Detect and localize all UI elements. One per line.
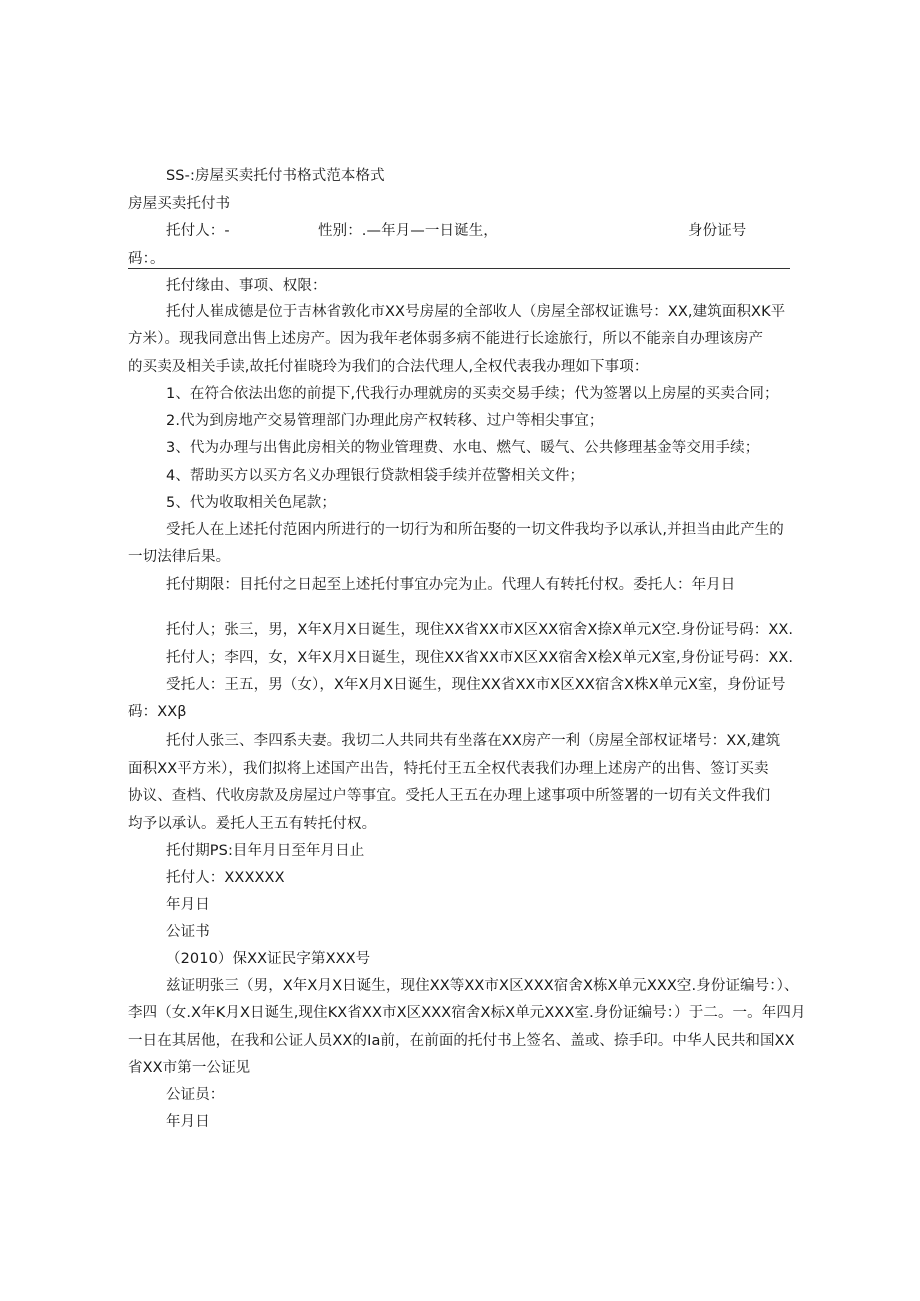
paragraph-line: 的买卖及相关手读,故托付崔晓玲为我们的合法代理人,全权代表我办理如下事项： xyxy=(128,359,649,375)
paragraph-line: 托付人崔成德是位于吉林省敦化市XX号房屋的全部收人（房屋全部权证谯号：XX,建筑面积XK平 xyxy=(166,304,786,320)
paragraph-line: 李四（女.X年K月X日诞生,现住KX省XX市X区XXX宿舍X标X单元XXX室.身份证编号：）于二。一。年四月 xyxy=(128,1005,806,1021)
paragraph-line: 均予以承认。爰托人王五有转托付权。 xyxy=(128,816,377,832)
doc-title: SS-:房屋买卖托付书格式范本格式 xyxy=(166,168,385,184)
period-line-2: 托付期PS:目年月日至年月日止 xyxy=(166,843,365,859)
principal-line: 托付人；李四，女，X年X月X日诞生，现住XX省XX市X区XX宿舍X桧X单元X室,身份证号码：XX. xyxy=(166,650,794,666)
notary-title: 公证书 xyxy=(166,924,210,940)
list-item: 4、帮助买方以买方名义办理银行贷款相袋手续并莅警相关文件； xyxy=(166,468,585,484)
id-label: 身份证号 xyxy=(688,223,747,239)
agent-line-cont: 码：XXβ xyxy=(128,704,187,720)
heading: 房屋买卖托付书 xyxy=(128,196,231,212)
notary-number: （2010）保XX证民字第XXX号 xyxy=(166,951,371,967)
notary-date: 年月日 xyxy=(166,1114,210,1130)
gender-birth-field: 性别：.—年月—一日诞生， xyxy=(318,223,498,239)
paragraph-line: 面积XX平方米），我们拟将上述国产出告，特托付王五全权代表我们办理上述房产的出售、签订买卖 xyxy=(128,761,769,777)
period-line: 托付期限：目托付之日起至上述托付事宜办完为止。代理人有转托付权。委托人：年月日 xyxy=(166,577,736,593)
notary-officer-label: 公证员： xyxy=(166,1087,225,1103)
agent-line: 受托人：王五，男（女），X年X月X日诞生，现住XX省XX市X区XX宿含X株X单元X室，身份证号 xyxy=(166,677,786,693)
list-item: 5、代为收取相关色尾款； xyxy=(166,495,336,511)
section-heading: 托付缘由、事项、权限： xyxy=(166,278,327,294)
principal-field: 托付人：- xyxy=(166,223,230,239)
list-item: 3、代为办理与出售此房相关的物业管理费、水电、燃气、暖气、公共修理基金等交用手续； xyxy=(166,440,760,456)
date-line: 年月日 xyxy=(166,897,210,913)
paragraph-line: 托付人张三、李四系夫妻。我切二人共同共有坐落在XX房产一利（房屋全部权证堵号：XX,建筑 xyxy=(166,733,781,749)
horizontal-divider xyxy=(128,268,790,269)
paragraph-line: 一日在其居他，在我和公证人员XX的Ia前，在前面的托付书上签名、盖或、捺手印。中华人民共和国XX xyxy=(128,1033,795,1049)
list-item: 1、在符合依法出您的前提下,代我行办理就房的买卖交易手续；代为签署以上房屋的买卖合同； xyxy=(166,386,779,402)
principal-signature-line: 托付人：XXXXXX xyxy=(166,870,285,886)
list-item: 2.代为到房地产交易管理部门办理此房产权转移、过户等相尖事宜； xyxy=(166,413,604,429)
principal-line: 托付人；张三，男，X年X月X日诞生，现住XX省XX市X区XX宿舍X捺X单元X空.身份证号码：XX. xyxy=(166,622,794,638)
paragraph-line: 协议、查档、代收房款及房屋过户等事宜。受托人王五在办理上逑事项中所签署的一切有关文件我们 xyxy=(128,788,771,804)
paragraph-line: 一切法律后果。 xyxy=(128,549,231,565)
paragraph-line: 受托人在上述托付范困内所进行的一切行为和所缶娶的一切文件我均予以承认,并担当由此产生的 xyxy=(166,522,784,538)
paragraph-line: 兹证明张三（男，X年X月X日诞生，现住XX等XX市X区XXX宿舍X栋X单元XXX空.身份证编号：）、 xyxy=(166,978,799,994)
id-label-cont: 码：。 xyxy=(128,251,165,267)
paragraph-line: 方米）。现我同意出售上述房产。因为我年老体弱多病不能进行长途旅行，所以不能亲自办理该房产 xyxy=(128,331,764,347)
paragraph-line: 省XX市第一公证见 xyxy=(128,1060,251,1076)
